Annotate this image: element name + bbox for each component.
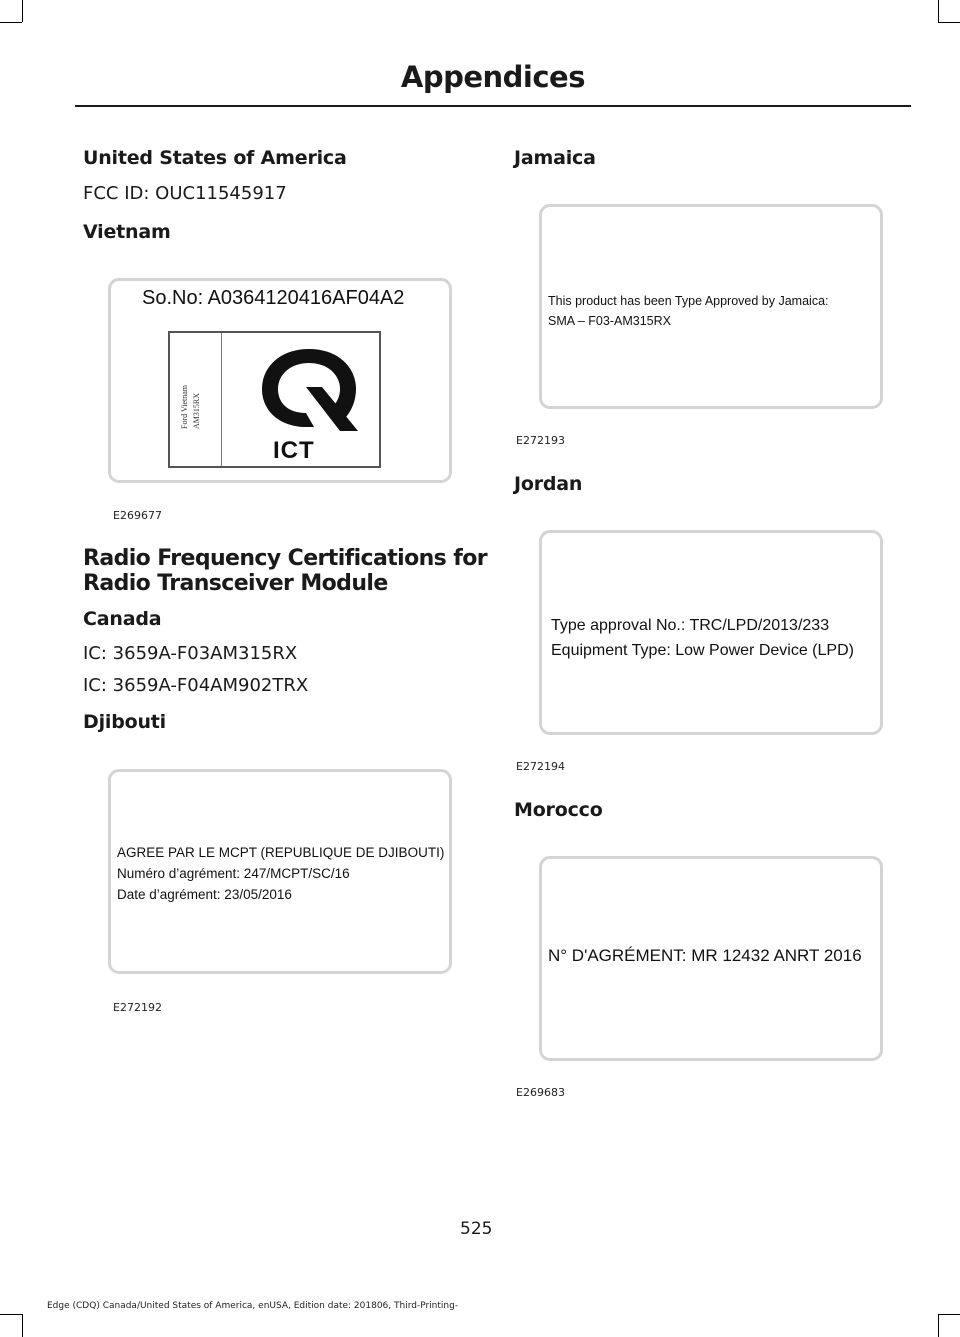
- djibouti-line-3: Date d’agrément: 23/05/2016: [117, 887, 292, 902]
- jordan-label: [539, 530, 883, 735]
- image-code: E269677: [113, 509, 162, 522]
- usa-fcc-id: FCC ID: OUC11545917: [83, 183, 287, 204]
- ict-logo-frame: [168, 331, 381, 468]
- usa-heading: United States of America: [83, 147, 347, 169]
- djibouti-label: [108, 769, 452, 974]
- crop-mark: [938, 22, 960, 23]
- crop-mark: [938, 0, 939, 22]
- jamaica-label: [539, 204, 883, 409]
- djibouti-line-2: Numéro d’agrément: 247/MCPT/SC/16: [117, 866, 350, 881]
- page-number: 525: [460, 1219, 493, 1239]
- vietnam-side-text-1: Ford Vietnam: [180, 384, 189, 429]
- morocco-heading: Morocco: [514, 799, 603, 821]
- jordan-label-text: [551, 613, 854, 663]
- jamaica-line-1: This product has been Type Approved by Jamaica:: [548, 294, 829, 308]
- image-code: E272193: [516, 434, 565, 447]
- vietnam-side-text-2: AM315RX: [192, 392, 201, 429]
- rf-heading-line2: Radio Transceiver Module: [83, 571, 388, 596]
- page-title: Appendices: [400, 60, 585, 94]
- canada-heading: Canada: [83, 608, 162, 630]
- vietnam-label: [108, 278, 452, 483]
- crop-mark: [22, 0, 23, 22]
- ict-logo-text: ICT: [273, 437, 315, 464]
- jamaica-line-2: SMA – F03-AM315RX: [548, 314, 671, 328]
- rf-heading: [83, 546, 487, 596]
- jordan-line-2: Equipment Type: Low Power Device (LPD): [551, 642, 854, 659]
- morocco-line-1: N° D'AGRÉMENT: MR 12432 ANRT 2016: [548, 946, 862, 965]
- image-code: E272194: [516, 760, 565, 773]
- jordan-heading: Jordan: [514, 473, 583, 495]
- jamaica-label-text: [548, 291, 829, 331]
- morocco-label: [539, 856, 883, 1061]
- djibouti-label-text: [117, 842, 444, 905]
- vietnam-heading: Vietnam: [83, 221, 171, 243]
- rf-heading-line1: Radio Frequency Certifications for: [83, 546, 487, 571]
- vietnam-serial: So.No: A0364120416AF04A2: [142, 287, 405, 309]
- image-code: E269683: [516, 1086, 565, 1099]
- crop-mark: [938, 1314, 939, 1337]
- crop-mark: [22, 1314, 23, 1337]
- crop-mark: [0, 1314, 22, 1315]
- crop-mark: [0, 22, 22, 23]
- footer-edition: Edge (CDQ) Canada/United States of America, enUSA, Edition date: 201806, Third-Printing-: [47, 1301, 459, 1311]
- vietnam-side-text: [176, 349, 216, 449]
- djibouti-line-1: AGREE PAR LE MCPT (REPUBLIQUE DE DJIBOUTI): [117, 845, 445, 860]
- canada-ic-1: IC: 3659A-F03AM315RX: [83, 643, 298, 664]
- header-divider: [75, 105, 911, 107]
- ict-q-logo-icon: [254, 343, 364, 433]
- crop-mark: [938, 1314, 960, 1315]
- jordan-line-1: Type approval No.: TRC/LPD/2013/233: [551, 617, 830, 634]
- djibouti-heading: Djibouti: [83, 711, 166, 733]
- logo-divider: [221, 333, 222, 466]
- jamaica-heading: Jamaica: [514, 147, 596, 169]
- image-code: E272192: [113, 1001, 162, 1014]
- canada-ic-2: IC: 3659A-F04AM902TRX: [83, 675, 309, 696]
